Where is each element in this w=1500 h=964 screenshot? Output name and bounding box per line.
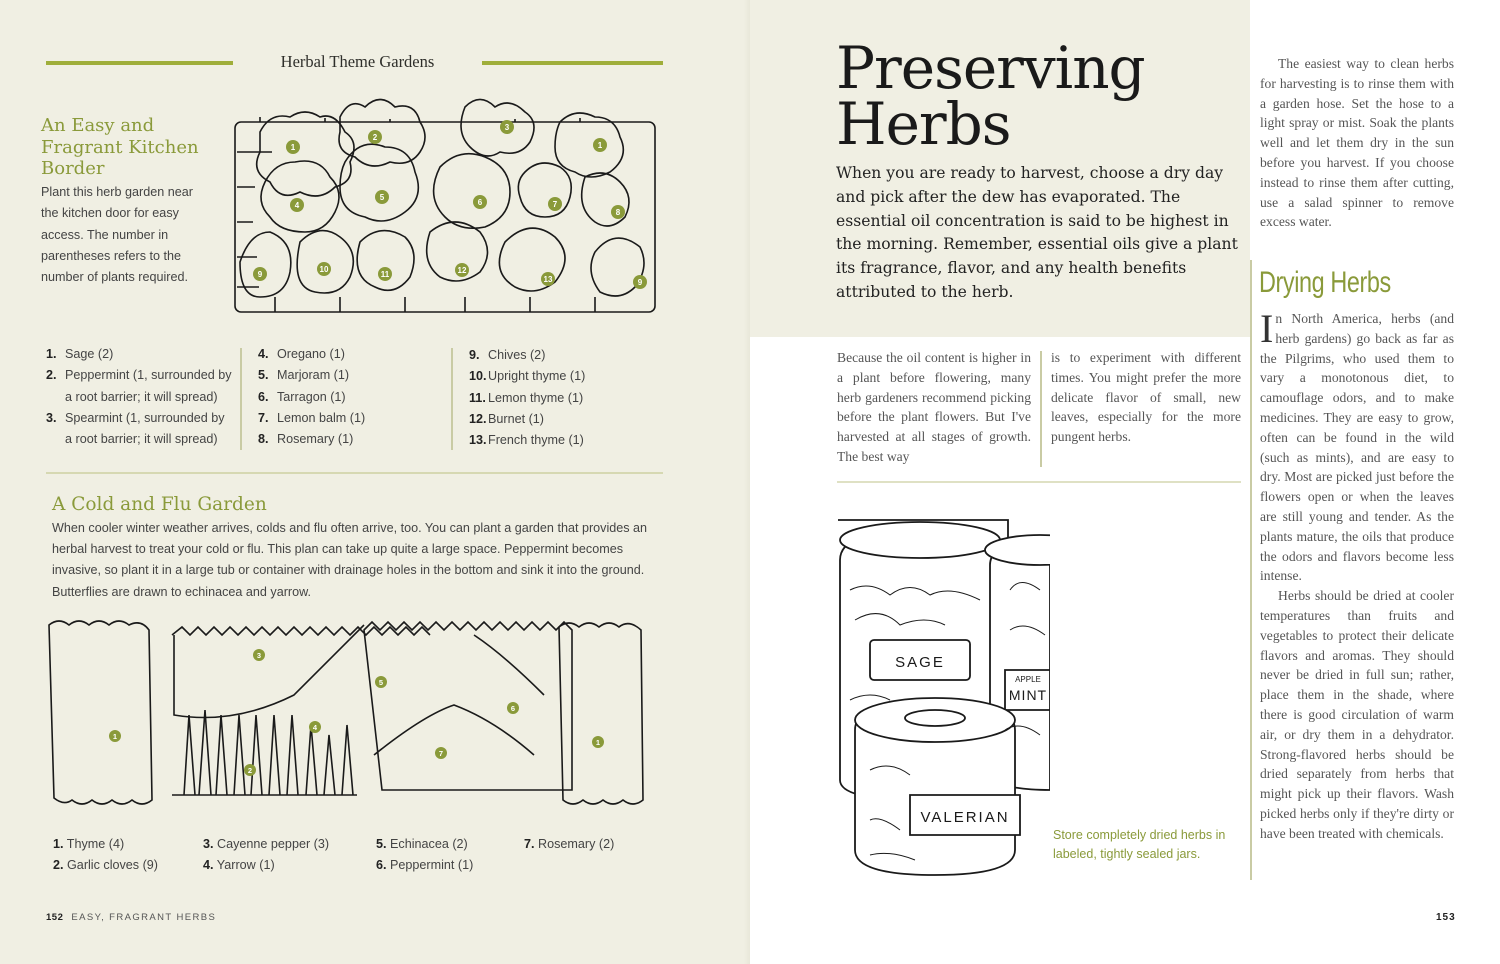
plant-list-item: 5. Marjoram (1) bbox=[258, 368, 350, 383]
svg-text:1: 1 bbox=[112, 732, 118, 741]
svg-text:7: 7 bbox=[552, 200, 558, 209]
svg-text:4: 4 bbox=[294, 201, 300, 210]
section-divider bbox=[837, 481, 1241, 483]
plant-list-item: 7. Rosemary (2) bbox=[524, 837, 615, 851]
kitchen-border-heading: An Easy and Fragrant Kitchen Border bbox=[41, 115, 199, 179]
body-column-a: Because the oil content is higher in a plant before flowering, many herb gardeners recommend picking before the plant flowers. But I've harvested at all stages of growth. The best way bbox=[837, 350, 1031, 464]
svg-text:3: 3 bbox=[256, 651, 262, 660]
svg-text:6: 6 bbox=[477, 198, 483, 207]
svg-text:3: 3 bbox=[504, 123, 510, 132]
book-spine bbox=[744, 0, 750, 964]
list-divider bbox=[240, 348, 242, 450]
cleaning-herbs-paragraph: The easiest way to clean herbs for harvesting is to rinse them with a garden hose. Set the hose to a light spray or mist. Soak the plants well and let them dry in the sun before you harvest. If you choose instead to rinse them after cutting, use a salad spinner to remove excess water. bbox=[1260, 56, 1454, 230]
sage-jar-label: SAGE bbox=[895, 654, 945, 671]
svg-text:7: 7 bbox=[438, 749, 444, 758]
kitchen-border-garden-diagram bbox=[215, 92, 670, 332]
cold-flu-body: When cooler winter weather arrives, colds and flu often arrive, too. You can plant a garden that provides an herbal harvest to treat your cold or flu. This plan can take up quite a large space. Peppermint becomes invasive, so plant it in a large tub or container with drainage holes in the bottom and sink it into the ground. Butterflies are drawn to echinacea and yarrow. bbox=[52, 521, 648, 599]
plant-list-item: 8. Rosemary (1) bbox=[258, 432, 354, 447]
svg-text:5: 5 bbox=[379, 193, 385, 202]
plant-list-item: 6. Tarragon (1) bbox=[258, 389, 346, 404]
plant-list-item: 4. Yarrow (1) bbox=[203, 858, 275, 872]
svg-text:6: 6 bbox=[510, 704, 516, 713]
folio-right: 153 bbox=[1436, 912, 1456, 923]
svg-text:1: 1 bbox=[595, 738, 601, 747]
plant-list-item: 2. Garlic cloves (9) bbox=[53, 858, 158, 872]
plant-list-item: 10. Upright thyme (1) bbox=[469, 369, 586, 384]
kitchen-border-intro: Plant this herb garden near the kitchen door for easy access. The number in parentheses refers to the number of plants required. bbox=[41, 185, 193, 285]
cold-flu-garden-diagram bbox=[44, 615, 669, 810]
apple-mint-jar-label-bottom: MINT bbox=[1008, 687, 1048, 703]
plant-list-item: 6. Peppermint (1) bbox=[376, 858, 474, 872]
plant-list-item: 3. Cayenne pepper (3) bbox=[203, 837, 330, 851]
plant-list-item: 1. Thyme (4) bbox=[53, 837, 125, 851]
kitchen-plant-list-col-3 bbox=[469, 345, 659, 451]
plant-list-item: 5. Echinacea (2) bbox=[376, 837, 468, 851]
kitchen-plant-list-col-1 bbox=[46, 344, 234, 450]
plant-list-item: 2. Peppermint (1, surrounded by a root barrier; it will spread) bbox=[46, 368, 232, 404]
body-column-b: is to experiment with different times. You might prefer the more delicate flavor of small, new leaves, especially for the more pungent herbs. bbox=[1051, 350, 1241, 445]
page-title: Preserving Herbs bbox=[836, 34, 1145, 158]
svg-text:1: 1 bbox=[597, 141, 603, 150]
svg-text:11: 11 bbox=[380, 270, 390, 279]
svg-text:8: 8 bbox=[615, 208, 621, 217]
plant-list-item: 4. Oregano (1) bbox=[258, 347, 345, 361]
folio-left: 152 EASY, FRAGRANT HERBS bbox=[46, 912, 217, 923]
cold-flu-heading: A Cold and Flu Garden bbox=[52, 494, 267, 515]
cold-flu-list-col-3 bbox=[376, 834, 473, 876]
svg-text:2: 2 bbox=[247, 766, 253, 775]
svg-text:12: 12 bbox=[457, 266, 467, 275]
svg-text:9: 9 bbox=[637, 278, 643, 287]
plant-list-item: 7. Lemon balm (1) bbox=[258, 410, 366, 425]
plant-list-item: 3. Spearmint (1, surrounded by a root barrier; it will spread) bbox=[46, 410, 225, 447]
svg-text:13: 13 bbox=[543, 275, 553, 284]
herb-jars-illustration bbox=[830, 510, 1050, 880]
header-rule-right bbox=[482, 61, 663, 65]
valerian-jar-label: VALERIAN bbox=[920, 809, 1010, 826]
svg-text:9: 9 bbox=[257, 270, 263, 279]
running-title: Herbal Theme Gardens bbox=[280, 52, 435, 71]
list-divider bbox=[451, 348, 453, 450]
plant-list-item: 9. Chives (2) bbox=[469, 348, 546, 362]
cold-flu-list-col-2 bbox=[203, 834, 329, 876]
illustration-caption: Store completely dried herbs in labeled, tightly sealed jars. bbox=[1053, 828, 1226, 861]
drop-cap: I bbox=[1260, 306, 1274, 351]
sidebar-divider bbox=[1250, 260, 1252, 880]
plant-list-item: 12. Burnet (1) bbox=[469, 411, 544, 426]
plant-list-item: 1. Sage (2) bbox=[46, 347, 114, 361]
cold-flu-list-col-4 bbox=[524, 834, 614, 855]
plant-list-item: 13. French thyme (1) bbox=[469, 433, 584, 448]
svg-text:5: 5 bbox=[378, 678, 384, 687]
drying-herbs-body: In North America, herbs (and herb gardens) go back as far as the Pilgrims, who used them to vary a monotonous diet, to camouflage odors, and to make medicines. They are easy to grow, often can be found in the wild (such as mints), and are easy to dry. Most are picked just before the flowers open or when the leaves are still young and tender. As the plants mature, the oils that produce the odors and flavors become less intense. Herbs should be dried at cooler temperatures than fruits and vegetables to protect their delicate flavors and aromas. They should never be dried in full sun; rather, place them in the shade, where there is good circulation of warm air, or dry them in a dehydrator. Strong-flavored herbs should be dried separately from herbs that might pick up their flavors. Wash picked herbs only if they're dirty or have been treated with chemicals. bbox=[1260, 306, 1454, 841]
apple-mint-jar-label-top: APPLE bbox=[1015, 675, 1041, 684]
header-rule-left bbox=[46, 61, 233, 65]
kitchen-plant-list-col-2 bbox=[258, 344, 438, 450]
svg-text:2: 2 bbox=[372, 133, 378, 142]
cold-flu-list-col-1 bbox=[53, 834, 158, 876]
section-divider bbox=[46, 472, 663, 474]
column-divider bbox=[1040, 351, 1042, 467]
svg-text:10: 10 bbox=[319, 265, 329, 274]
plant-list-item: 11. Lemon thyme (1) bbox=[469, 390, 584, 405]
drying-herbs-heading: Drying Herbs bbox=[1259, 266, 1391, 299]
svg-text:4: 4 bbox=[312, 723, 318, 732]
svg-text:1: 1 bbox=[290, 143, 296, 152]
lead-paragraph: When you are ready to harvest, choose a dry day and pick after the dew has evaporated. The essential oil concentration is said to be highest in the morning. Remember, essential oils give a plant its fragrance, flavor, and any health benefits attributed to the herb. bbox=[836, 164, 1238, 301]
